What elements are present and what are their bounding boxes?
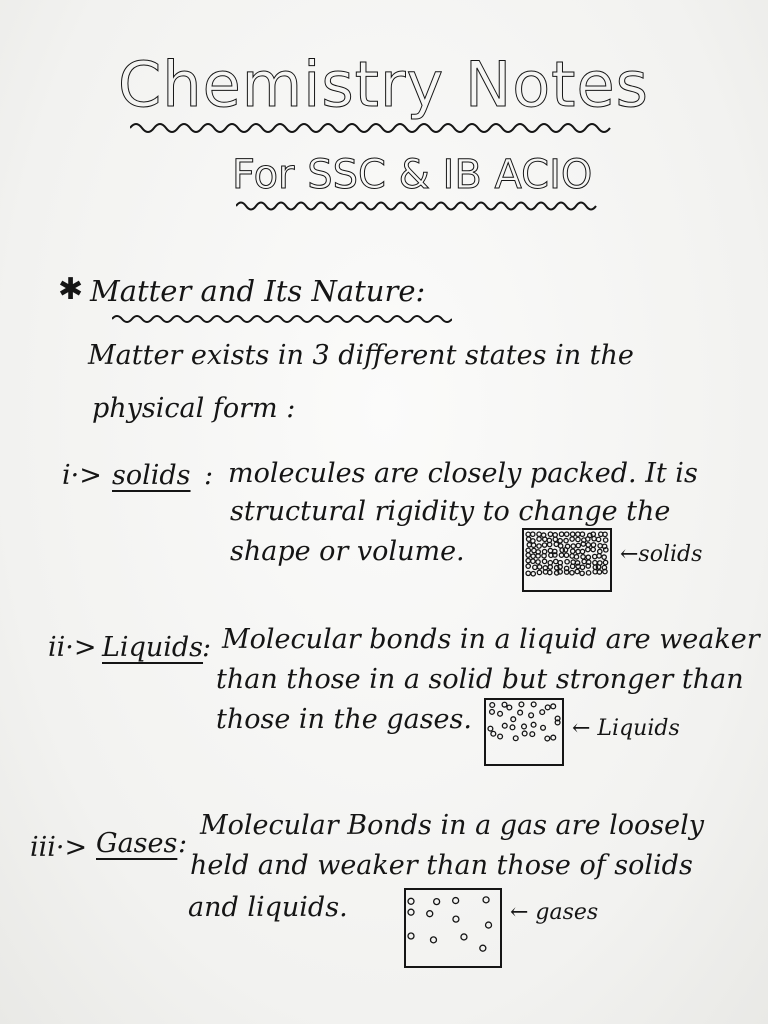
gases-colon: :: [178, 828, 188, 859]
solids-particle: [580, 532, 584, 536]
solids-particle: [591, 543, 595, 547]
liquid-particle: [490, 709, 495, 714]
solids-particle: [570, 532, 574, 536]
solids-particle: [565, 559, 569, 563]
solids-particle: [564, 538, 568, 542]
solids-particle: [576, 543, 580, 547]
solids-particle: [548, 532, 552, 536]
solids-particle: [597, 554, 601, 558]
liquid-particle: [530, 732, 535, 737]
liquid-particle: [522, 731, 527, 736]
title-underline: [130, 118, 620, 138]
liquid-particle: [518, 710, 523, 715]
solids-particle: [559, 532, 563, 536]
liquid-particle: [491, 731, 496, 736]
gases-figure-label: ← gases: [510, 900, 599, 925]
solids-label: solids: [112, 460, 191, 491]
solids-particle: [558, 539, 562, 543]
solids-particle: [526, 553, 530, 557]
solids-particle: [576, 532, 580, 536]
solids-particle: [531, 572, 535, 576]
solids-text-line-2: structural rigidity to change the: [230, 496, 671, 527]
solids-particle: [537, 570, 541, 574]
liquid-particle: [511, 717, 516, 722]
liquid-particle: [502, 723, 507, 728]
solids-particle: [582, 559, 586, 563]
gas-particle: [486, 922, 492, 928]
solids-particle: [581, 555, 585, 559]
solids-particle: [553, 537, 557, 541]
solids-particle: [531, 559, 535, 563]
solids-colon: :: [204, 460, 214, 491]
liquid-particle: [529, 713, 534, 718]
liquid-particle: [531, 702, 536, 707]
solids-particle: [554, 559, 558, 563]
liquid-particle: [545, 705, 550, 710]
solids-particle: [576, 549, 580, 553]
solids-particle: [564, 532, 568, 536]
page-subtitle: For SSC & IB ACIO: [232, 152, 593, 198]
solids-particle: [537, 544, 541, 548]
solids-particle: [570, 554, 574, 558]
solids-particle: [598, 544, 602, 548]
gas-particle: [430, 937, 436, 943]
solids-particle: [564, 553, 568, 557]
page-title: Chemistry Notes: [118, 48, 649, 121]
solids-particle: [526, 558, 530, 562]
solids-particle: [575, 569, 579, 573]
liquid-particle: [531, 722, 536, 727]
gas-particle: [483, 897, 489, 903]
liquid-particle: [490, 703, 495, 708]
gas-particle: [427, 911, 433, 917]
solids-particle: [580, 571, 584, 575]
solids-particle: [603, 538, 607, 542]
gas-particle: [408, 909, 414, 915]
gases-text-line-3: and liquids.: [188, 892, 348, 923]
solids-particle: [536, 560, 540, 564]
liquids-colon: :: [202, 632, 212, 663]
intro-line-1: Matter exists in 3 different states in the: [88, 340, 634, 371]
solids-particle: [586, 547, 590, 551]
liquid-particle: [510, 725, 515, 730]
solids-diagram: [522, 528, 612, 592]
gases-marker: iii·>: [30, 832, 88, 863]
solids-particle: [580, 549, 584, 553]
solids-particle: [574, 555, 578, 559]
liquid-particle: [507, 705, 512, 710]
solids-particle: [533, 565, 537, 569]
solids-particle: [531, 554, 535, 558]
liquid-particle: [519, 702, 524, 707]
liquid-particle: [513, 736, 518, 741]
gas-particle: [408, 898, 414, 904]
solids-particle: [526, 564, 530, 568]
solids-particle: [548, 548, 552, 552]
solids-particle: [537, 565, 541, 569]
solids-particle: [593, 561, 597, 565]
solids-particle: [526, 532, 530, 536]
gas-particle: [461, 934, 467, 940]
solids-particle: [586, 571, 590, 575]
solids-particle: [602, 555, 606, 559]
solids-particle: [592, 536, 596, 540]
liquids-diagram: [484, 698, 564, 766]
solids-particle: [526, 548, 530, 552]
gases-text-line-1: Molecular Bonds in a gas are loosely: [200, 810, 704, 841]
liquids-figure-label: ← Liquids: [572, 716, 680, 741]
liquids-text-line-3: those in the gases.: [216, 704, 472, 735]
solids-particle: [576, 537, 580, 541]
liquids-text-line-2: than those in a solid but stronger than: [216, 664, 744, 695]
solids-particle: [596, 537, 600, 541]
solids-particle: [537, 532, 541, 536]
solids-particle: [570, 537, 574, 541]
gases-label: Gases: [96, 828, 178, 859]
solids-figure-label: ←solids: [620, 542, 703, 567]
liquid-particle: [488, 726, 493, 731]
gas-particle: [480, 945, 486, 951]
solids-particle: [598, 549, 602, 553]
gas-particle: [408, 933, 414, 939]
liquid-particle: [551, 735, 556, 740]
liquid-particle: [540, 710, 545, 715]
solids-particle: [570, 571, 574, 575]
liquid-particle: [498, 734, 503, 739]
solids-particle: [603, 560, 607, 564]
solids-particle: [542, 543, 546, 547]
solids-particle: [586, 555, 590, 559]
solids-particle: [580, 565, 584, 569]
solids-particle: [542, 559, 546, 563]
liquid-particle: [545, 736, 550, 741]
subtitle-underline: [236, 198, 606, 214]
solids-particle: [559, 553, 563, 557]
gases-diagram: [404, 888, 502, 968]
solids-particle: [591, 547, 595, 551]
gas-particle: [453, 898, 459, 904]
solids-particle: [531, 532, 535, 536]
liquid-particle: [551, 704, 556, 709]
solids-marker: i·>: [62, 460, 102, 491]
section-heading-underline: [112, 312, 452, 326]
liquid-particle: [502, 702, 507, 707]
liquids-label: Liquids: [102, 632, 204, 663]
solids-particle: [537, 537, 541, 541]
star-bullet-icon: ✱: [58, 272, 84, 307]
solids-particle: [586, 543, 590, 547]
solids-text-line-1: molecules are closely packed. It is: [228, 458, 698, 489]
solids-particle: [571, 549, 575, 553]
solids-particle: [571, 544, 575, 548]
liquids-marker: ii·>: [48, 632, 97, 663]
solids-particle: [553, 533, 557, 537]
liquid-particle: [522, 724, 527, 729]
gases-text-line-2: held and weaker than those of solids: [190, 850, 693, 881]
solids-particle: [593, 554, 597, 558]
gas-particle: [434, 899, 440, 905]
solids-text-line-3: shape or volume.: [230, 536, 465, 567]
intro-line-2: physical form :: [92, 393, 296, 424]
section-heading: Matter and Its Nature:: [90, 274, 426, 308]
liquids-text-line-1: Molecular bonds in a liquid are weaker: [222, 624, 760, 655]
liquid-particle: [541, 725, 546, 730]
solids-particle: [526, 571, 530, 575]
liquid-particle: [498, 711, 503, 716]
gas-particle: [453, 916, 459, 922]
